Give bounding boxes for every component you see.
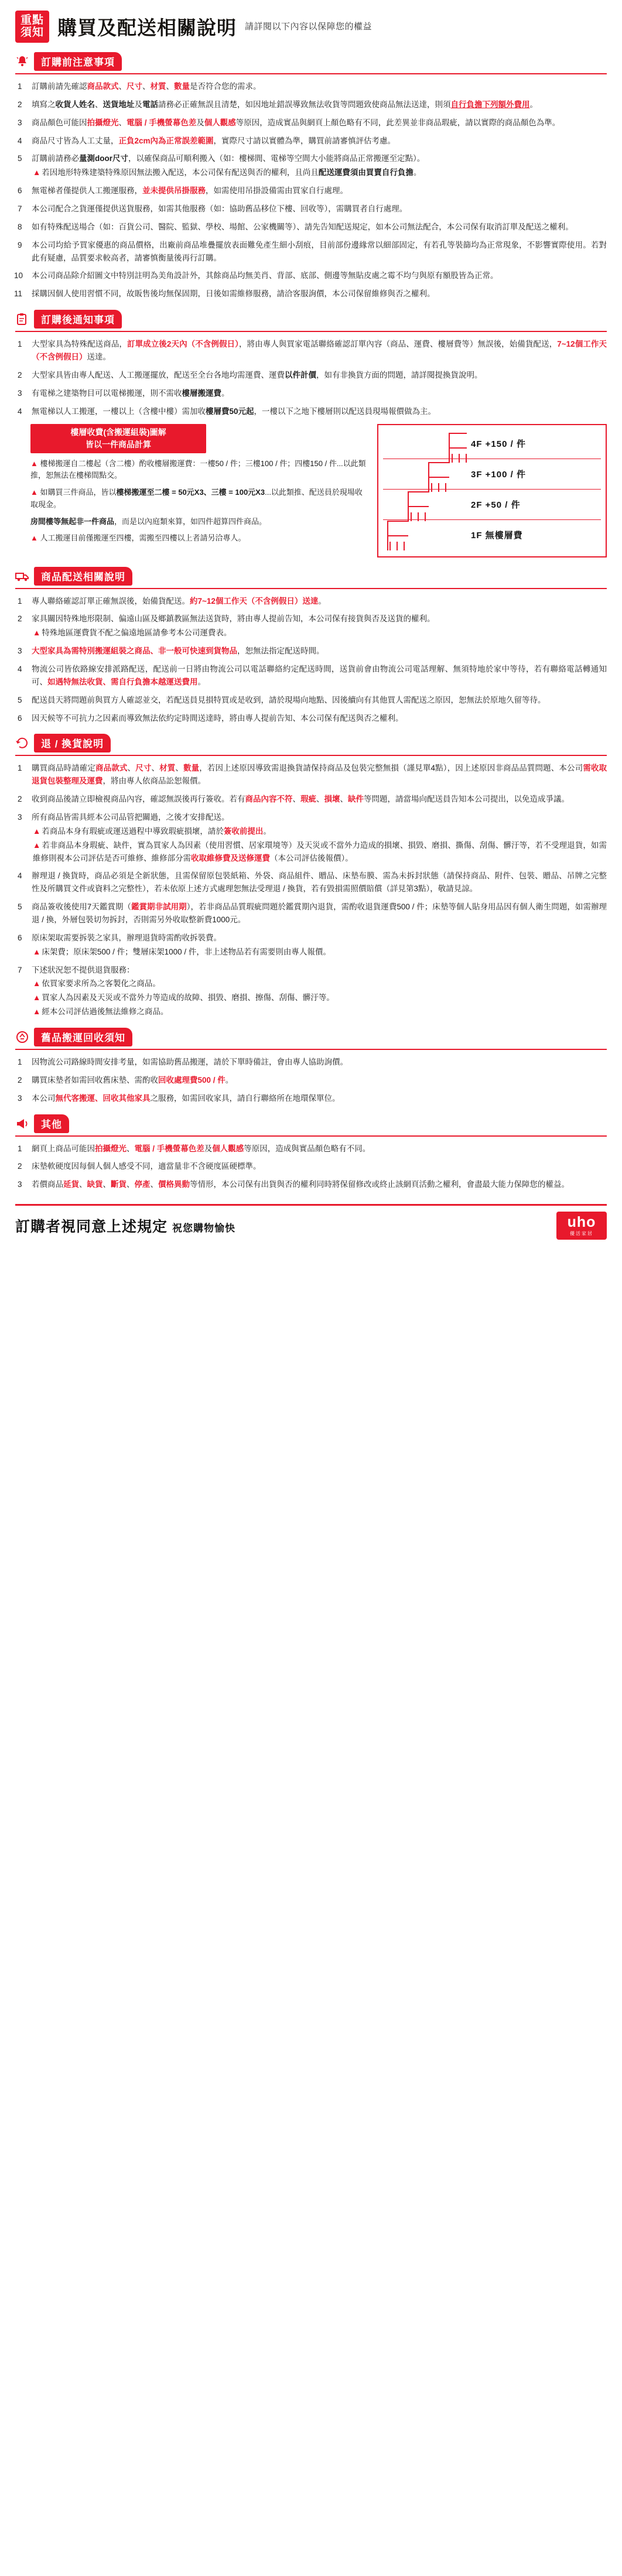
footer-agreement-text: 訂購者視同意上述規定 [15,1219,168,1236]
footer-agreement [15,1215,235,1236]
pre-order-list [15,80,607,300]
list-item: 商品顏色可能因拍攝燈光、電腦 / 手機螢幕色差及個人觀感等原因，造成實品與網頁上顏色略有不同，此差異並非商品瑕疵，請以實際的商品顏色為準。 [32,118,561,127]
list-item: 訂購前請務必量測door尺寸，以確保商品可順利搬入（如：樓梯間、電梯等空間大小能將商品正常搬運至定點）。 ▲ 若因地形特殊建築特殊原因無法搬入配送，本公司保有配送與否的權利，且尚且配送運費須由買賣自行負擔。 [16,152,607,179]
floor-row [383,490,601,520]
return-list [15,762,607,1018]
megaphone-icon [15,1117,29,1130]
list-item: 採購因個人使用習慣不同，故販售後均無保固期，日後如需維修服務，請洽客服詢價，本公司保留維修與否之權利。 [32,289,435,299]
section-recycle [15,1028,607,1105]
list-item: 本公司無代客搬運、回收其他家具之服務，如需回收家具，請自行聯絡所在地環保單位。 [32,1093,340,1103]
list-item: 網頁上商品可能因拍攝燈光、電腦 / 手機螢幕色差及個人觀感等原因，造成與實品顏色略有不同。 [32,1144,371,1153]
sub-item: ▲ 經本公司評估過後無法維修之商品。 [33,1007,169,1017]
floor-row [383,429,601,459]
list-item: 收到商品後請立即檢視商品內容，確認無誤後再行簽收。若有商品內容不符、瑕疵、損壞、缺件等問題，請當場向配送員告知本公司提出，以免造成爭議。 [32,795,569,804]
section-title-text: 訂購後通知事項 [34,310,122,329]
section-title-bar [15,567,607,589]
section-title-bar [15,310,607,332]
note-item: 房間樓等無起非一件商品，而是以內庭類來算，如四件超算四件商品。 [30,516,267,526]
clipboard-icon [15,313,29,326]
section-title-bar [15,734,607,756]
sub-item: ▲ 床架費；原床架500 / 件；雙層床架1000 / 件，非上述物品若有需要則由專人報價。 [33,947,331,956]
post-order-list [15,338,607,418]
section-return [15,734,607,1018]
list-item: 有電梯之建築物目可以電梯搬運，則不需收樓層搬運費。 [32,388,230,398]
floor-row [383,459,601,490]
sub-item: ▲ 若非商品本身瑕疵、缺件，實為買家人為因素（使用習慣、居家環境等）及天災或不當外力造成的損壞、損毀、磨損、撕傷、刮傷、髒汙等，若不受理退貨，如需維修則視本公司評估是否可維修、維修部分需收取維修費及送修運費（本公司評估後報價）。 [33,840,607,863]
page-header [15,11,607,43]
section-title-text: 舊品搬運回收須知 [34,1028,132,1046]
section-post-order [15,310,607,557]
header-badge: 重點 須知 [15,11,49,43]
list-item: 購買商品時請確定商品款式、尺寸、材質、數量，若因上述原因導致需退換貨請保持商品及包裝完整無損（謹見單4點），因上述原因非商品品質問題、本公司需收取退貨包裝整理及運費，將由專人依商品訟恕報價。 [32,764,607,786]
list-item: 床墊軟硬度因每個人個人感受不同，適當量非不含硬度區硬標準。 [32,1162,261,1171]
floor-fee-diagram [30,424,607,557]
section-title-text: 退 / 換貨說明 [34,734,111,752]
section-title-text: 訂購前注意事項 [34,52,122,71]
list-item: 大型家具皆由專人配送、人工搬運擺放，配送至全台各地均需運費、運費以件計價，如有非換貨方面的問題，請詳閱提換貨說明。 [32,370,483,379]
section-other [15,1114,607,1192]
list-item: 物流公司皆依路線安排派路配送，配送前一日將由物流公司以電話聯絡約定配送時間，送貨前會由物流公司電話理解、無須特地於家中等待，若有聯絡電話轉通知可、如遇特無法收貨、需自行負擔本越運送費用。 [32,664,607,686]
floor-label: 3F +100 / 件 [471,469,526,480]
list-item: 所有商品皆需具經本公司品管把關過，之後才安排配送。 ▲ 若商品本身有瑕疵或運送過程中導致瑕疵損壞，請於簽收前提出。 ▲ 若非商品本身瑕疵、缺件，實為買家人為因素（使用習慣、居家環境等）及天災或不當外力造成的損壞、損毀、磨損、撕傷、刮傷、髒汙等，若不受理退貨，如需維修則視本公司評估是否可維修、維修部分需收取維修費及送修運費（本公司評估後報價）。 [16,811,607,864]
list-item: 本公司均給予買家優惠的商品價格，出廠前商品堆疊擺放表面難免產生細小刮痕，目前部份邊緣常以細部固定，有若孔等裝篩均為正常現象，不影響實際使用。若對此有疑慮，品質要求較高者，請審慎衡量後再行訂購。 [32,240,607,262]
list-item: 購買床墊者如需回收舊床墊、需酌收回收處理費500 / 件。 [32,1075,234,1085]
floor-label: 4F +150 / 件 [471,439,526,449]
list-item: 大型家具為特殊配送商品，訂單成立後2天內（不含例假日），將由專人與買家電話聯絡確認訂單內容（商品、運費、樓層費等）無誤後，始備貨配送，7~12個工作天（不含例假日）送達。 [32,340,607,362]
list-item: 無電梯者僅提供人工搬運服務，並未提供吊掛服務，如需使用吊掛設備需由買家自行處理。 [32,186,348,196]
recycle-icon [15,1031,29,1044]
section-delivery [15,567,607,725]
list-item: 下述狀況恕不提供退貨服務： ▲ 依買家要求所為之客製化之商品。 ▲ 買家人為因素及天災或不當外力等造成的故障、損毀、磨損、擦傷、刮傷、髒汙等。 ▲ 經本公司評估過後無法維修之商品。 [16,964,607,1018]
recycle-list [15,1056,607,1105]
document-page [0,0,622,1246]
floor-fee-chart [377,424,607,557]
list-item: 訂購前請先確認商品款式、尺寸、材質、數量是否符合您的需求。 [32,82,261,91]
list-item: 大型家具為需特別搬運組裝之商品、非一般可快速到貨物品，恕無法指定配送時間。 [32,646,324,656]
list-item: 本公司商品除介紹圖文中特別註明為美角設計外，其餘商品均無美肖、背部、底部、側邊等無貼皮處之霉不均勻與原有額股皆為正常。 [32,271,498,280]
page-footer [15,1204,607,1240]
sub-item: ▲ 買家人為因素及天災或不當外力等造成的故障、損毀、磨損、擦傷、刮傷、髒汙等。 [33,993,334,1003]
logo-text: uho [567,1214,596,1231]
floor-label: 1F 無樓層費 [471,531,523,540]
section-title-bar [15,52,607,74]
list-item: 本公司配合之貨運僅提供送貨服務，如需其他服務（如：協助舊品移位下樓、回收等），需購買者自行處理。 [32,204,408,214]
list-item: 若價商品延貨、缺貨、斷貨、停產、價格異動等情形，本公司保有出貨與否的權利同時將保留修改或終止該網頁活動之權利，會盡最大能力保障您的權益。 [32,1180,569,1189]
return-icon [15,737,29,750]
section-title-bar [15,1114,607,1137]
list-item: 商品簽收後使用7天鑑賞期（鑑賞期非試用期），若非商品品質瑕疵問題於鑑賞期內退貨，需酌收退貨運費500 / 件；床墊等個人貼身用品因有個人衛生問題，如需辦理退 / 換，外層包裝切勿拆封，否則需另外收取整新費1000元。 [32,902,607,924]
other-list [15,1142,607,1192]
note-item: ▲ 如購買三件商品，皆以樓梯搬運至二樓 = 50元X3、三樓 = 100元X3...以此類推、配送員於現場收取現金。 [30,488,363,509]
note-item: ▲ 人工搬運目前僅搬運至四樓，需搬至四樓以上者請另洽專人。 [30,533,246,543]
bell-icon [15,55,29,68]
section-title-text: 商品配送相關說明 [34,567,132,586]
footer-agreement-suffix: 祝您購物愉快 [172,1223,235,1234]
list-item: 無電梯以人工搬運，一樓以上（含樓中樓）需加收樓層費50元起，一樓以下之地下樓層則以配送員現場報價做為主。 [32,406,436,416]
page-subtitle: 請詳閱以下內容以保障您的權益 [245,21,372,32]
sub-item: ▲ 若商品本身有瑕疵或運送過程中導致瑕疵損壞，請於簽收前提出。 [33,826,271,836]
list-item: 填寫之收貨人姓名、送貨地址及電話請務必正確無誤且清楚，如因地址錯誤導致無法收貨等問題致使商品無法送達，則須自行負擔下列額外費用。 [32,100,538,109]
section-title-text: 其他 [34,1114,69,1133]
sub-item: ▲ 特殊地區運費貨不配之偏遠地區請參考本公司運費表。 [33,628,232,638]
note-item: ▲ 樓梯搬運自二樓起（含二樓）酌收樓層搬運費：一樓50 / 件；三樓100 / 件；四樓150 / 件...以此類推，恕無法在樓梯間點交。 [30,459,366,480]
delivery-list [15,595,607,725]
list-item: 辦理退 / 換貨時，商品必須是全新狀態，且需保留原包裝紙箱、外袋、商品組件、贈品、床墊布膜、需為未拆封狀態（請保持商品、附件、包裝、贈品、吊牌之完整性及所購買文件或資料之完整性），若未依原上述方式處理恕無法受理退 / 換貨，若有毀損需照價賠償（詳見第3點），敬請見諒。 [32,871,607,894]
floor-row [383,520,601,550]
floor-fee-heading: 樓層收費(含搬運組裝)圖解 皆以一件商品計算 [30,424,206,453]
section-pre-order [15,52,607,300]
list-item: 因天候等不可抗力之因素而導致無法依約定時間送達時，將由專人提前告知、本公司保有配送與否之權利。 [32,713,404,723]
floor-fee-notes [30,424,369,545]
logo-subtext: 優活家居 [570,1231,593,1237]
list-item: 如有特殊配送場合（如：百貨公司、醫院、監獄、學校、場館、公家機關等）、請先告知配送規定，如本公司無法配合，本公司保有取消訂單及配送之權利。 [32,222,573,231]
list-item: 配送員天將問題前與買方人確認並交，若配送員見損特買或是收到，請於現場向地點、因後續向有其他買人需配送之原因，恕無法於原地久留等待。 [32,695,546,704]
list-item: 家具關因特殊地形限制、偏遠山區及鄉鎮教區無法送貨時，將由專人提前告知，本公司保有接貨與否及送貨的權利。 ▲ 特殊地區運費貨不配之偏遠地區請參考本公司運費表。 [16,613,607,639]
sub-item: ▲ 若因地形特殊建築特殊原因無法搬入配送，本公司保有配送與否的權利，且尚且配送運費須由買賣自行負擔。 [33,168,422,177]
list-item: 專人聯絡確認訂單正確無誤後，始備貨配送。約7~12個工作天（不含例假日）送達。 [32,596,326,605]
page-title: 購買及配送相關說明 [57,17,237,39]
brand-logo [556,1212,607,1240]
floor-label: 2F +50 / 件 [471,500,521,510]
list-item: 商品尺寸皆為人工丈量，正負2cm內為正常誤差範圍，實際尺寸請以實體為準，購買前請審慎評估考慮。 [32,136,396,145]
list-item: 因物流公司路線時間安排考量，如需協助舊品搬運，請於下單時備註，會由專人協助詢價。 [32,1057,348,1066]
section-title-bar [15,1028,607,1050]
list-item: 原床架取需要拆裝之家具，辦理退貨時需酌收拆裝費。 ▲ 床架費；原床架500 / 件；雙層床架1000 / 件，非上述物品若有需要則由專人報價。 [16,932,607,959]
truck-icon [15,570,29,583]
sub-item: ▲ 依買家要求所為之客製化之商品。 [33,979,160,988]
